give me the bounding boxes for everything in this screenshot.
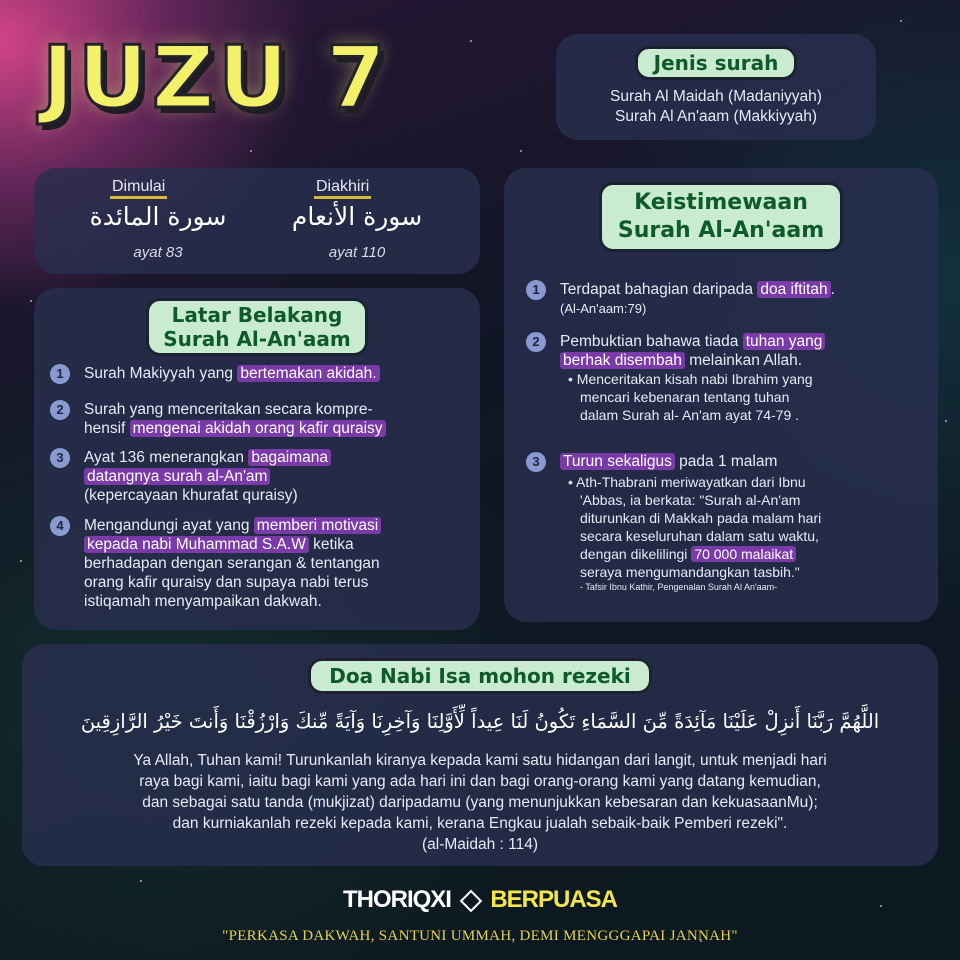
item-text: Surah Makiyyah yang <box>84 365 238 382</box>
doa-reference: (al-Maidah : 114) <box>421 836 538 853</box>
keistimewaan-heading <box>599 182 843 252</box>
bullet-icon: • <box>568 371 577 387</box>
star <box>900 20 902 22</box>
page-title: JUZU 7 <box>42 28 390 128</box>
item-text: berhadapan dengan serangan & tentangan <box>84 555 380 572</box>
jenis-surah-line1: Surah Al Maidah (Madaniyyah) <box>610 88 822 105</box>
brand-tagline: "PERKASA DAKWAH, SANTUNI UMMAH, DEMI MENGGGAPAI JANNAH" <box>222 928 738 944</box>
latar-belakang-heading <box>146 298 368 356</box>
highlight: berhak disembah <box>560 352 685 369</box>
start-surah-arabic: سورة المائدة <box>89 202 227 231</box>
star <box>20 560 22 562</box>
jenis-surah-line2: Surah Al An'aam (Makkiyyah) <box>615 108 817 125</box>
item-text: hensif <box>84 420 130 437</box>
keistimewaan-heading-line1: Keistimewaan <box>634 190 808 215</box>
end-surah-arabic: سورة الأنعام <box>291 202 423 231</box>
surah-range-panel <box>34 168 480 274</box>
highlight: doa iftitah <box>757 281 830 298</box>
number-badge: 3 <box>526 452 546 472</box>
highlight: bagaimana <box>248 449 331 466</box>
end-label: Diakhiri <box>314 178 371 199</box>
doa-heading: Doa Nabi Isa mohon rezeki <box>308 658 652 694</box>
item-text: Mengandungi ayat yang <box>84 517 254 534</box>
brand-right: BERPUASA <box>490 886 618 913</box>
doa-translation-line: Ya Allah, Tuhan kami! Turunkanlah kiranya kepada kami satu hidangan dari langit, untuk menjadi hari <box>133 752 827 769</box>
highlight: 70 000 malaikat <box>691 546 796 562</box>
highlight: tuhan yang <box>743 333 826 350</box>
number-badge: 3 <box>50 448 70 468</box>
bullet-text: Menceritakan kisah nabi Ibrahim yang <box>576 371 813 387</box>
number-badge: 4 <box>50 516 70 536</box>
highlight: mengenai akidah orang kafir quraisy <box>130 420 386 437</box>
doa-panel <box>22 644 938 866</box>
keistimewaan-heading-line2: Surah Al-An'aam <box>617 218 825 243</box>
item-text: Terdapat bahagian daripada <box>560 281 758 298</box>
item-text: pada 1 malam <box>674 453 778 470</box>
source-citation: - Tafsir Ibnu Kathir, Pengenalan Surah Al An'aam- <box>580 582 778 592</box>
item-text: istiqamah menyampaikan dakwah. <box>84 593 322 610</box>
item-text: Ayat 136 menerangkan <box>84 449 249 466</box>
bullet-text: dengan dikelilingi <box>580 546 692 562</box>
item-text: melainkan Allah. <box>684 352 803 369</box>
bullet-text: dalam Surah al- An'am ayat 74-79 . <box>580 407 800 423</box>
highlight: memberi motivasi <box>254 517 381 534</box>
doa-arabic-text: اللَّهُمَّ رَبَّنَا أَنزِلْ عَلَيْنَا مَآئِدَةً مِّنَ السَّمَاءِ تَكُونُ لَنَا عِيداً لِّأَوَّلِنَا وَآخِرِنَا وَآيَةً مِّنكَ وَارْزُقْنَا وَأَنتَ خَيْرُ الرَّازِقِينَ <box>80 710 880 733</box>
star <box>470 40 472 42</box>
item-subtext: (Al-An'aam:79) <box>560 301 647 316</box>
jenis-surah-panel <box>556 34 876 140</box>
brand-left: THORIQXI <box>342 886 451 913</box>
doa-translation-line: raya bagi kami, iaitu bagi kami yang ada hari ini dan bagi orang-orang kami yang datang kemudian, <box>139 773 821 790</box>
bullet-text: secara keseluruhan dalam satu waktu, <box>580 528 819 544</box>
bullet-text: Ath-Thabrani meriwayatkan dari Ibnu <box>576 474 806 490</box>
star <box>250 150 252 152</box>
item-text: Surah yang menceritakan secara kompre- <box>84 401 373 418</box>
latar-belakang-panel <box>34 288 480 630</box>
number-badge: 2 <box>50 400 70 420</box>
star <box>140 880 142 882</box>
number-badge: 1 <box>526 280 546 300</box>
jenis-surah-heading: Jenis surah <box>635 46 798 80</box>
bullet-text: 'Abbas, ia berkata: "Surah al-An'am <box>580 492 801 508</box>
bullet-text: seraya mengumandangkan tasbih." <box>580 564 800 580</box>
item-text: ketika <box>308 536 354 553</box>
keistimewaan-panel <box>504 168 938 622</box>
bullet-icon: • <box>568 474 577 490</box>
highlight: bertemakan akidah. <box>237 365 379 382</box>
star <box>945 420 947 422</box>
doa-translation-line: dan sebagai satu tanda (mukjizat) daripadamu (yang menunjukkan kebesaran dan kekuasaanMu); <box>142 794 818 811</box>
start-label: Dimulai <box>110 178 167 199</box>
end-ayat: ayat 110 <box>328 244 386 261</box>
star <box>520 150 522 152</box>
bullet-text: mencari kebenaran tentang tuhan <box>580 389 790 405</box>
latar-heading-line2: Surah Al-An'aam <box>163 327 351 351</box>
latar-heading-line1: Latar Belakang <box>171 303 343 327</box>
brand-logo <box>0 886 960 914</box>
number-badge: 2 <box>526 332 546 352</box>
start-ayat: ayat 83 <box>133 244 183 261</box>
highlight: Turun sekaligus <box>560 453 675 470</box>
item-text: orang kafir quraisy dan supaya nabi terus <box>84 574 369 591</box>
item-text: Pembuktian bahawa tiada <box>560 333 743 350</box>
item-text: (kepercayaan khurafat quraisy) <box>84 487 298 504</box>
number-badge: 1 <box>50 364 70 384</box>
doa-translation-line: dan kurniakanlah rezeki kepada kami, kerana Engkau jualah sebaik-baik Pemberi rezeki". <box>172 815 788 832</box>
highlight: kepada nabi Muhammad S.A.W <box>84 536 309 553</box>
bullet-text: diturunkan di Makkah pada malam hari <box>580 510 822 526</box>
highlight: datangnya surah al-An'am <box>84 468 270 485</box>
diamond-icon <box>459 889 482 912</box>
star <box>30 300 32 302</box>
item-text: . <box>830 281 835 298</box>
